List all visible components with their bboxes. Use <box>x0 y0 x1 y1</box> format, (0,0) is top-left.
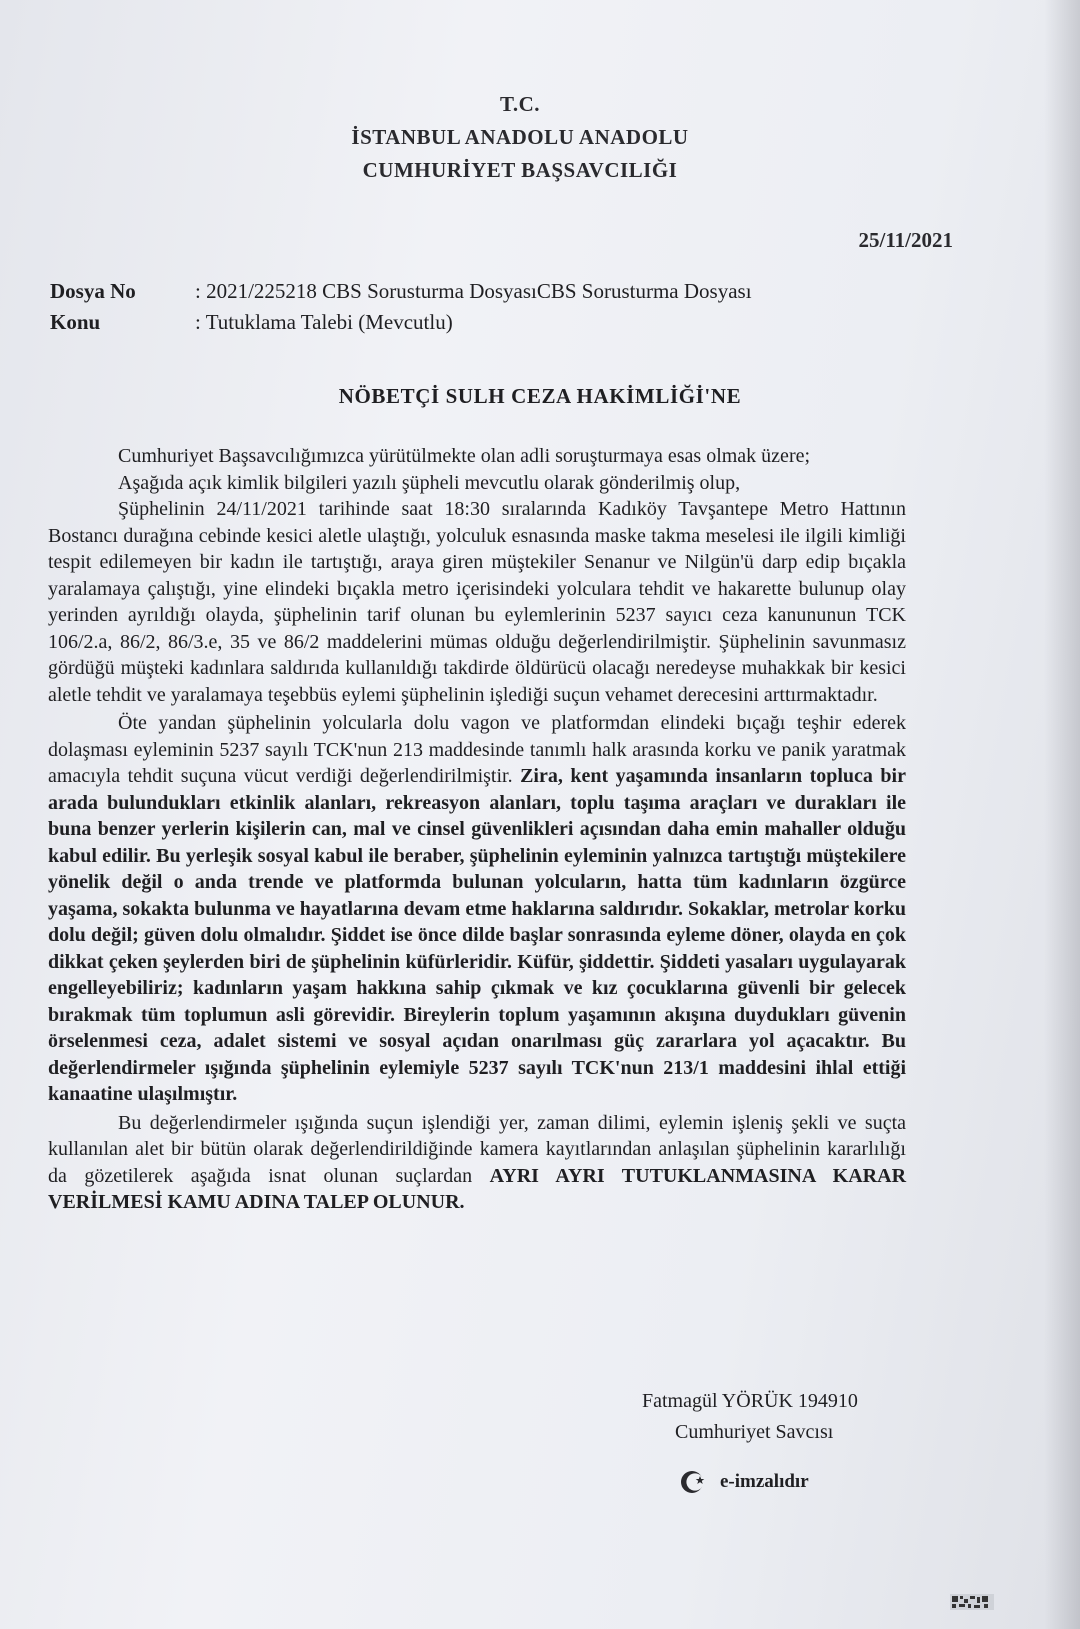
document-header <box>300 88 740 187</box>
header-line-city: İSTANBUL ANADOLU ANADOLU <box>351 125 689 149</box>
file-number-value: : 2021/225218 CBS Sorusturma DosyasıCBS Sorusturma Dosyası <box>195 279 752 303</box>
body-paragraph-1: Cumhuriyet Başsavcılığımızca yürütülmekte olan adli soruşturmaya esas olmak üzere; <box>118 445 811 467</box>
subject-value: : Tutuklama Talebi (Mevcutlu) <box>195 310 453 334</box>
meta-row-file <box>50 276 752 307</box>
body-paragraph-2: Aşağıda açık kimlik bilgileri yazılı şüpheli mevcutlu olarak gönderilmiş olup, <box>118 471 741 494</box>
e-signature-label: e-imzalıdır <box>720 1471 809 1492</box>
addressee-heading: NÖBETÇİ SULH CEZA HAKİMLİĞİ'NE <box>338 384 742 408</box>
body-paragraph-5 <box>48 1110 906 1216</box>
subject-label: Konu <box>50 310 101 334</box>
meta-row-subject <box>50 307 752 338</box>
body-paragraph-5-normal: Bu değerlendirmeler ışığında suçun işlendiği yer, zaman dilimi, eylemin işleniş şekli ve suçta kullanılan alet bir bütün olarak değerlendirildiğinde kamera kayıtlarından anlaşılan şüphelinin kararlılığı da gözetilerek aşağıda isnat olunan suçlardan <box>48 1111 906 1187</box>
header-line-office: CUMHURİYET BAŞSAVCILIĞI <box>362 158 678 182</box>
file-number-label: Dosya No <box>50 279 136 303</box>
prosecutor-name: Fatmagül YÖRÜK 194910 <box>642 1390 858 1412</box>
crescent-star-icon <box>678 1467 708 1497</box>
body-paragraph-4-normal: Öte yandan şüphelinin yolcularla dolu vagon ve platformdan elindeki bıçağı teşhir ederek dolaşması eyleminin 5237 sayılı TCK'nun 213 maddesinde tanımlı halk arasında korku ve panik yaratmak amacıyla tehdit suçuna vücut verdiği değerlendirilmiştir. <box>48 712 906 787</box>
document-date: 25/11/2021 <box>858 228 953 252</box>
document-meta <box>50 276 752 338</box>
document-body <box>48 443 906 1216</box>
qr-code-icon <box>950 1592 994 1612</box>
prosecutor-title: Cumhuriyet Savcısı <box>675 1421 834 1443</box>
body-paragraph-4-bold: Zira, kent yaşamında insanların topluca bir arada bulundukları etkinlik alanları, rekreasyon alanları, toplu taşıma araçları ve durakları ile buna benzer yerlerin kişilerin can, mal ve cinsel güvenlikleri açısından daha emin mahaller olduğu kabul edilir. Bu yerleşik sosyal kabul ile beraber, şüphelinin eyleminin yalnızca tartıştığı müştekilere yönelik değil o anda trende ve platformda bulunan yolcuların, hatta tüm kadınların özgürce yaşama, sokakta bulunma ve hayatlarına devam etme haklarına saldırıdır. Sokaklar, metrolar korku dolu değil; güven dolu olmalıdır. Şiddet ise önce dilde başlar sonrasında eyleme döner, olayda en çok dikkat çeken şeylerden biri de şüphelinin küfürleridir. Küfür, şiddettir. Şiddeti yasaları uygulayarak engelleyebiliriz; kadınların yaşam hakkına sahip çıkmak ve kız çocuklarına güvenli bir gelecek bırakmak tüm toplumun asli görevidir. Bireylerin toplum yaşamının akışına duydukları güvenin örselenmesi ceza, adalet sistemi ve sosyal açıdan onarılması güç zararlara yol açacaktır. Bu değerlendirmeler ışığında şüphelinin eylemiyle 5237 sayılı TCK'nun 213/1 maddesini ihlal ettiği kanaatine ulaşılmıştır. <box>48 765 906 1105</box>
body-paragraph-3: Şüphelinin 24/11/2021 tarihinde saat 18:30 sıralarında Kadıköy Tavşantepe Metro Hattının Bostancı durağına cebinde kesici aletle ulaştığı, yolculuk esnasında maske takma meselesi ile ilgili kimliği tespit edilemeyen bir kadın ile tartıştığı, araya giren müştekiler Senanur ve Nilgün'ü darp edip bıçakla yaralamaya çalıştığı, yine elindeki bıçakla metro içerisindeki yolculara tehdit ve hakarette bulunup olay yerinden ayrıldığı olayda, şüphelinin tarif olunan bu eylemlerinin 5237 sayıcı ceza kanununun TCK 106/2.a, 86/2, 86/3.e, 35 ve 86/2 maddelerini mümas olduğu değerlendirilmiştir. Şüphelinin savunmasız gördüğü müşteki kadınlara saldırıda kullanıldığı takdirde öldürücü olacağı neredeyse muhakkak bir kesici aletle tehdit ve yaralamaya teşebbüs eylemi şüphelinin işlediği suçun vehamet derecesini arttırmaktadır. <box>48 498 906 706</box>
signature-block <box>620 1386 920 1497</box>
body-paragraph-5-bold: AYRI AYRI TUTUKLANMASINA KARAR VERİLMESİ KAMU ADINA TALEP OLUNUR. <box>48 1164 907 1213</box>
e-signature <box>620 1466 920 1497</box>
page-edge-shadow <box>1044 0 1080 1629</box>
header-line-tc: T.C. <box>499 92 541 116</box>
body-paragraph-4 <box>48 710 906 1108</box>
